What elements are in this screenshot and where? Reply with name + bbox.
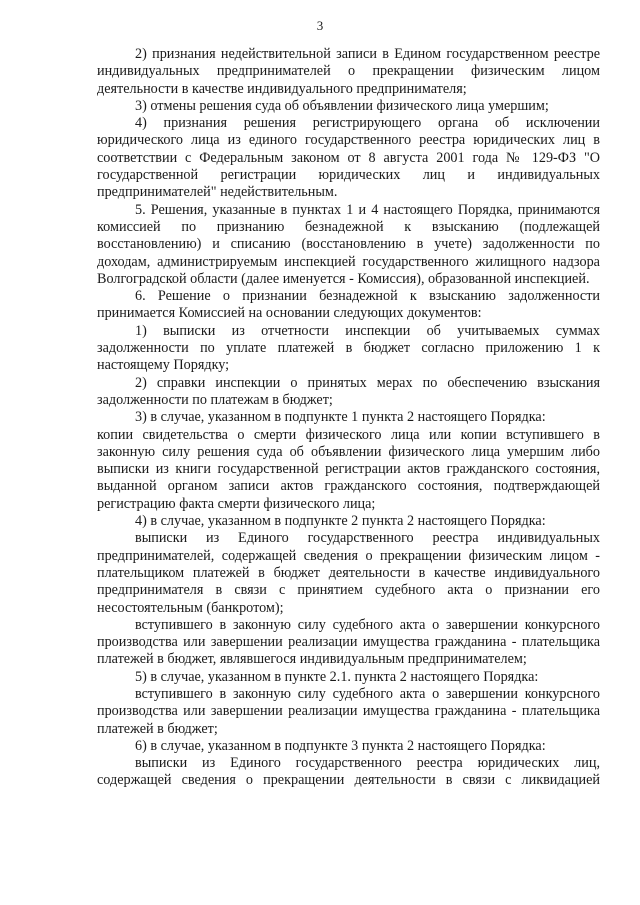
- page-number: 3: [316, 18, 324, 33]
- paragraph: копии свидетельства о смерти физического лица или копии вступившего в законную силу решения суда об объявлении физического лица умершим либо выписки из книги государственной регистрации актов гражданского состояния, выданной органом записи актов гражданского состояния, подтверждающей регистрацию факта смерти физического лица;: [97, 426, 600, 512]
- paragraph: вступившего в законную силу судебного акта о завершении конкурсного производства или завершении реализации имущества гражданина - плательщика платежей в бюджет;: [97, 685, 600, 737]
- paragraph: 5) в случае, указанном в пункте 2.1. пункта 2 настоящего Порядка:: [135, 668, 539, 685]
- paragraph: 1) выписки из отчетности инспекции об учитываемых суммах задолженности по уплате платежей в бюджет согласно приложению 1 к настоящему Порядку;: [97, 322, 600, 374]
- paragraph: 2) признания недействительной записи в Едином государственном реестре индивидуальных предпринимателей о прекращении физическим лицом деятельности в качестве индивидуального предпринимателя;: [97, 46, 600, 97]
- paragraph: 6) в случае, указанном в подпункте 3 пункта 2 настоящего Порядка:: [135, 737, 546, 754]
- document-body: [97, 46, 600, 790]
- paragraph: выписки из Единого государственного реестра юридических лиц, содержащей сведения о прекращении деятельности в связи с ликвидацией: [97, 755, 600, 789]
- paragraph: 3) отмены решения суда об объявлении физического лица умершим;: [135, 97, 549, 114]
- paragraph: 5. Решения, указанные в пунктах 1 и 4 настоящего Порядка, принимаются комиссией по признанию безнадежной к взысканию (подлежащей восстановлению) и списанию (восстановлению в учете) задолженности по доходам, администрируемым инспекцией государственного жилищного надзора Волгоградской области (далее именуется - Комиссия), образованной инспекцией.: [97, 201, 600, 287]
- paragraph: 3) в случае, указанном в подпункте 1 пункта 2 настоящего Порядка:: [135, 409, 546, 426]
- paragraph: 2) справки инспекции о принятых мерах по обеспечению взыскания задолженности по платежам в бюджет;: [97, 374, 600, 408]
- paragraph: выписки из Единого государственного реестра индивидуальных предпринимателей, содержащей сведения о прекращении физическим лицом - плательщиком платежей в бюджет деятельности в качестве индивидуального предпринимателя в связи с принятием судебного акта о признании его несостоятельным (банкротом);: [97, 530, 600, 616]
- paragraph: 6. Решение о признании безнадежной к взысканию задолженности принимается Комиссией на основании следующих документов:: [97, 288, 600, 322]
- paragraph: 4) в случае, указанном в подпункте 2 пункта 2 настоящего Порядка:: [135, 513, 546, 530]
- paragraph: вступившего в законную силу судебного акта о завершении конкурсного производства или завершении реализации имущества гражданина - плательщика платежей в бюджет, являвшегося индивидуальным предпринимателем;: [97, 616, 600, 668]
- paragraph: 4) признания решения регистрирующего органа об исключении юридического лица из единого государственного реестра юридических лиц в соответствии с Федеральным законом от 8 августа 2001 года № 129-ФЗ "О государственной регистрации юридических лиц и индивидуальных предпринимателей" недействительным.: [97, 115, 600, 201]
